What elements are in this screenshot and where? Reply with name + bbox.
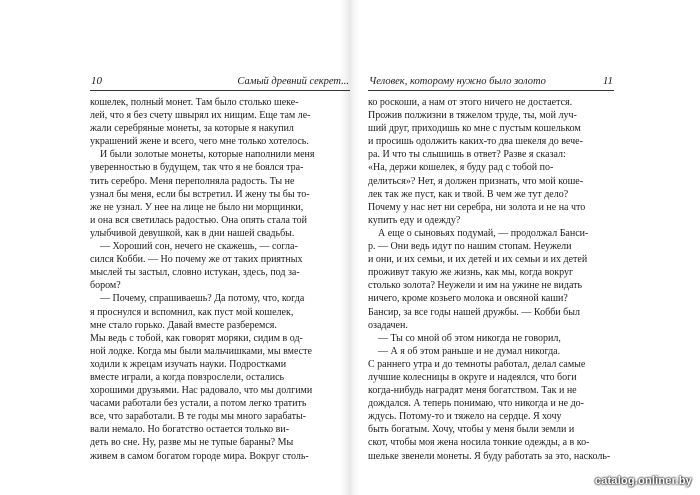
text-line: купить еду и одежду? <box>368 214 461 226</box>
text-line: ра. И что ты слышишь в ответ? Разве я сказал: <box>368 149 566 161</box>
text-line: уверенностью в будущем, так что я не боялся тра- <box>90 162 304 174</box>
text-line: — Ты со мной об этом никогда не говорил, <box>378 332 561 344</box>
text-line: ничего, кроме козьего молока и овсяной каши? <box>368 293 568 305</box>
text-line: дождался. А теперь понимаю, что никогда и не до- <box>368 398 585 410</box>
text-line: жали серебряные монеты, за которые я накупил <box>90 123 294 135</box>
text-line: быть богатым. Хочу, чтобы у меня были земли и <box>368 424 575 436</box>
left-page-number: 10 <box>91 75 102 87</box>
text-line: живем в самом богатом городе мира. Вокруг столь- <box>90 450 309 462</box>
text-line: — Хороший сон, нечего не скажешь, — согла- <box>100 241 298 253</box>
text-line: И были золотые монеты, которые наполнили меня <box>100 149 315 161</box>
right-page-number: 11 <box>602 75 613 87</box>
text-line: ший друг, приходишь ко мне с пустым кошельком <box>368 123 581 135</box>
text-line: сился Кобби. — Но почему же от таких приятных <box>90 254 303 266</box>
text-line: проживут такую же жизнь, как мы, когда вокруг <box>368 267 574 279</box>
text-line: кошелек, полный монет. Там было столько шеке- <box>90 97 299 108</box>
text-line: украшений жене и всего, чего мне только хотелось. <box>90 136 309 148</box>
text-line: ной лодке. Когда мы были мальчишками, мы вместе <box>90 345 312 357</box>
text-line: и просишь одолжить каких-то два шекеля до вече- <box>368 136 583 148</box>
text-line: Прожив полжизни в тяжелом труде, ты, мой луч- <box>368 110 577 122</box>
text-line: р. — Они ведь идут по нашим стопам. Неужели <box>368 241 572 253</box>
text-line: «На, держи кошелек, я буду рад с тобой по- <box>368 162 554 174</box>
text-line: скот, чтобы моя жена носила тонкие одежды, а в ко- <box>368 437 590 449</box>
text-line: шельке звенели монеты. Я буду работать за это, насколь- <box>368 450 611 462</box>
text-line: — Почему, спрашиваешь? Да потому, что, когда <box>100 293 305 305</box>
right-body-text <box>368 96 614 463</box>
text-line: когда-нибудь наградят меня богатством. Так и не <box>368 385 577 397</box>
text-line: ко роскоши, а нам от этого ничего не достается. <box>368 97 573 108</box>
text-line: А еще о сыновьях подумай, — продолжал Банси- <box>378 227 589 239</box>
text-line: озадачен. <box>368 319 408 331</box>
text-line: делиться»? Нет, я должен признать, что мой коше- <box>368 175 584 187</box>
text-line: все, что заработали. В те годы мы много зарабаты- <box>90 411 307 423</box>
text-line: Мы ведь с тобой, как говорят моряки, сидим в од- <box>90 332 303 344</box>
text-line: улыбчивой девушкой, как в дни нашей свадьбы. <box>90 227 295 239</box>
right-page <box>368 75 614 463</box>
text-line: лучшие колесницы в округе и надеялся, что боги <box>368 371 577 383</box>
text-line: столько золота? Неужели и им на ужине не видать <box>368 280 583 292</box>
right-running-title: Человек, которому нужно было золото <box>369 76 546 87</box>
text-line: ходили к жрецам изучать науки. Подростками <box>90 358 287 370</box>
text-line: бором? <box>90 280 121 292</box>
text-line: ждусь. Потому-то и тяжело на сердце. Я хочу <box>368 411 562 423</box>
text-line: мыслей ты застыл, словно истукан, здесь, под за- <box>90 267 300 279</box>
text-line: и она вся светилась радостью. Она опять стала той <box>90 214 308 226</box>
left-running-head <box>90 75 350 91</box>
text-line: тить серебро. Меня переполняла радость. Ты не <box>90 175 295 187</box>
text-line: лей, что я без счету швырял их нищим. Еще там ле- <box>90 110 311 122</box>
text-line: хорошими друзьями. Нас радовало, что мы долгими <box>90 385 313 397</box>
text-line: С раннего утра и до темноты работал, делал самые <box>368 358 586 370</box>
text-line: вали немало. Но богатство остается только ви- <box>90 424 290 436</box>
left-page <box>90 75 350 463</box>
text-line: деть во сне. Ну, разве мы не тупые бараны? Мы <box>90 437 294 449</box>
text-line: лек так же пуст, как и твой. В чем же тут дело? <box>368 188 569 200</box>
text-line: — А я об этом раньше и не думал никогда. <box>378 345 561 357</box>
text-line: я проснулся и вспомнил, как пуст мой кошелек, <box>90 306 294 318</box>
left-running-title: Самый древний секрет... <box>237 76 349 87</box>
right-running-head <box>368 75 614 91</box>
watermark: catalog.onliner.by <box>594 475 692 487</box>
text-line: мне стало горько. Давай вместе разберемся. <box>90 319 277 331</box>
text-line: узнал бы меня, если бы встретил. И жену ты бы то- <box>90 188 310 200</box>
text-line: же не узнал. У нее на лице не было ни морщинки, <box>90 201 304 213</box>
text-line: и они, и их семьи, и их детей и их семьи и их детей <box>368 254 588 266</box>
text-line: вместе играли, а когда повзрослели, остались <box>90 371 285 383</box>
text-line: часами работали без устали, а потом легко тратить <box>90 398 307 410</box>
text-line: Почему у нас нет ни серебра, ни золота и не на что <box>368 201 586 213</box>
left-body-text <box>90 96 350 463</box>
text-line: Бансир, за все годы нашей дружбы. — Кобби был <box>368 306 580 318</box>
